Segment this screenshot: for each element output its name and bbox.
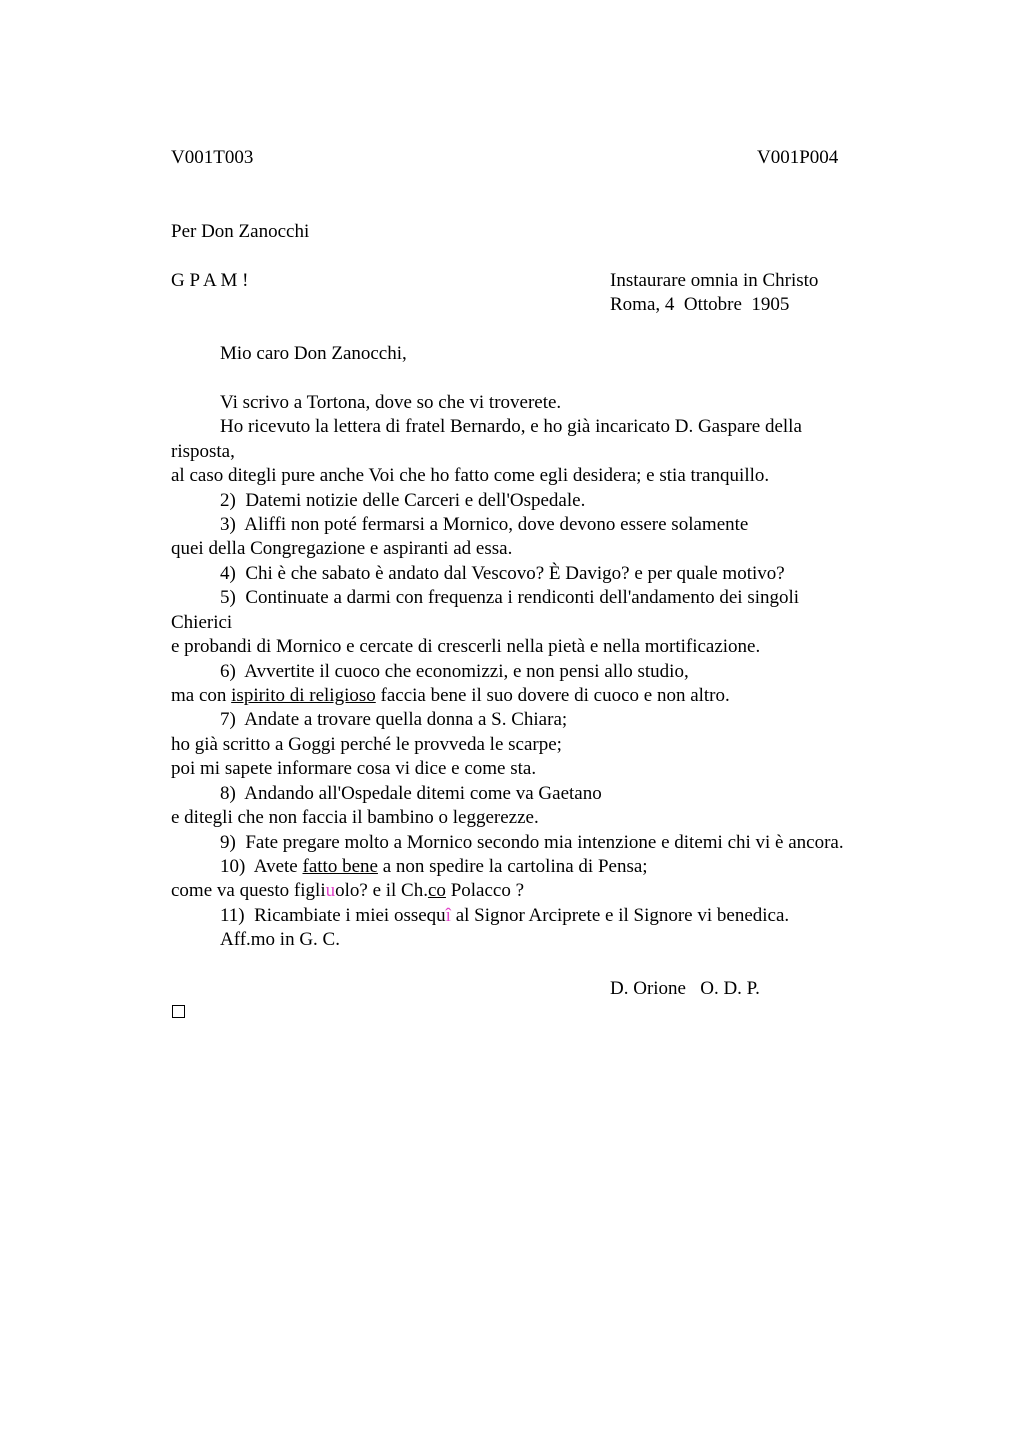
text-run: 11) Ricambiate i miei ossequ bbox=[220, 905, 446, 926]
motto-right: Instaurare omnia in Christo bbox=[610, 270, 819, 291]
text-run: come va questo figli bbox=[171, 880, 326, 901]
closing: Aff.mo in G. C. bbox=[220, 929, 340, 950]
body-line: Ho ricevuto la lettera di fratel Bernardo, e ho già incaricato D. Gaspare della bbox=[220, 416, 802, 437]
text-run: al Signor Arciprete e il Signore vi benedica. bbox=[450, 905, 790, 926]
text-run: a non spedire la cartolina di Pensa; bbox=[377, 856, 648, 877]
body-line: 5) Continuate a darmi con frequenza i rendiconti dell'andamento dei singoli bbox=[220, 587, 800, 608]
body-line: 8) Andando all'Ospedale ditemi come va Gaetano bbox=[220, 783, 602, 804]
addressee: Per Don Zanocchi bbox=[171, 221, 310, 242]
underlined-text: co bbox=[428, 880, 446, 901]
body-line bbox=[171, 684, 730, 708]
body-line bbox=[220, 855, 648, 879]
body-line: al caso ditegli pure anche Voi che ho fatto come egli desidera; e stia tranquillo. bbox=[171, 465, 770, 486]
checkbox-square-icon bbox=[172, 1005, 185, 1018]
body-line: ho già scritto a Goggi perché le provveda le scarpe; bbox=[171, 734, 562, 755]
body-line: 7) Andate a trovare quella donna a S. Chiara; bbox=[220, 709, 568, 730]
text-run: Polacco ? bbox=[445, 880, 525, 901]
body-line: risposta, bbox=[171, 441, 235, 462]
body-line: poi mi sapete informare cosa vi dice e come sta. bbox=[171, 758, 537, 779]
body-line: 6) Avvertite il cuoco che economizzi, e non pensi allo studio, bbox=[220, 661, 689, 682]
text-run: 10) Avete bbox=[220, 856, 303, 877]
code-right: V001P004 bbox=[757, 147, 839, 168]
signature: D. Orione O. D. P. bbox=[610, 978, 760, 999]
body-line: 4) Chi è che sabato è andato dal Vescovo? È Davigo? e per quale motivo? bbox=[220, 563, 785, 584]
text-run: faccia bene il suo dovere di cuoco e non altro. bbox=[375, 685, 730, 706]
salutation: Mio caro Don Zanocchi, bbox=[220, 343, 407, 364]
body-line: Chierici bbox=[171, 612, 233, 633]
highlighted-letter: î bbox=[445, 905, 451, 926]
body-line bbox=[171, 879, 524, 903]
text-run: olo? e il Ch. bbox=[335, 880, 428, 901]
body-line: 3) Aliffi non poté fermarsi a Mornico, dove devono essere solamente bbox=[220, 514, 749, 535]
body-line bbox=[220, 904, 789, 928]
body-line: quei della Congregazione e aspiranti ad essa. bbox=[171, 538, 513, 559]
body-line: 9) Fate pregare molto a Mornico secondo mia intenzione e ditemi chi vi è ancora. bbox=[220, 832, 844, 853]
highlighted-letter: u bbox=[325, 880, 336, 901]
body-line: 2) Datemi notizie delle Carceri e dell'Ospedale. bbox=[220, 490, 586, 511]
body-line: e probandi di Mornico e cercate di crescerli nella pietà e nella mortificazione. bbox=[171, 636, 761, 657]
body-line: Vi scrivo a Tortona, dove so che vi troverete. bbox=[220, 392, 562, 413]
code-left: V001T003 bbox=[171, 147, 254, 168]
underlined-text: ispirito di religioso bbox=[231, 685, 376, 706]
motto-left: G P A M ! bbox=[171, 270, 249, 291]
body-line: e ditegli che non faccia il bambino o leggerezze. bbox=[171, 807, 539, 828]
place-date: Roma, 4 Ottobre 1905 bbox=[610, 294, 790, 315]
text-run: ma con bbox=[171, 685, 232, 706]
underlined-text: fatto bene bbox=[302, 856, 378, 877]
